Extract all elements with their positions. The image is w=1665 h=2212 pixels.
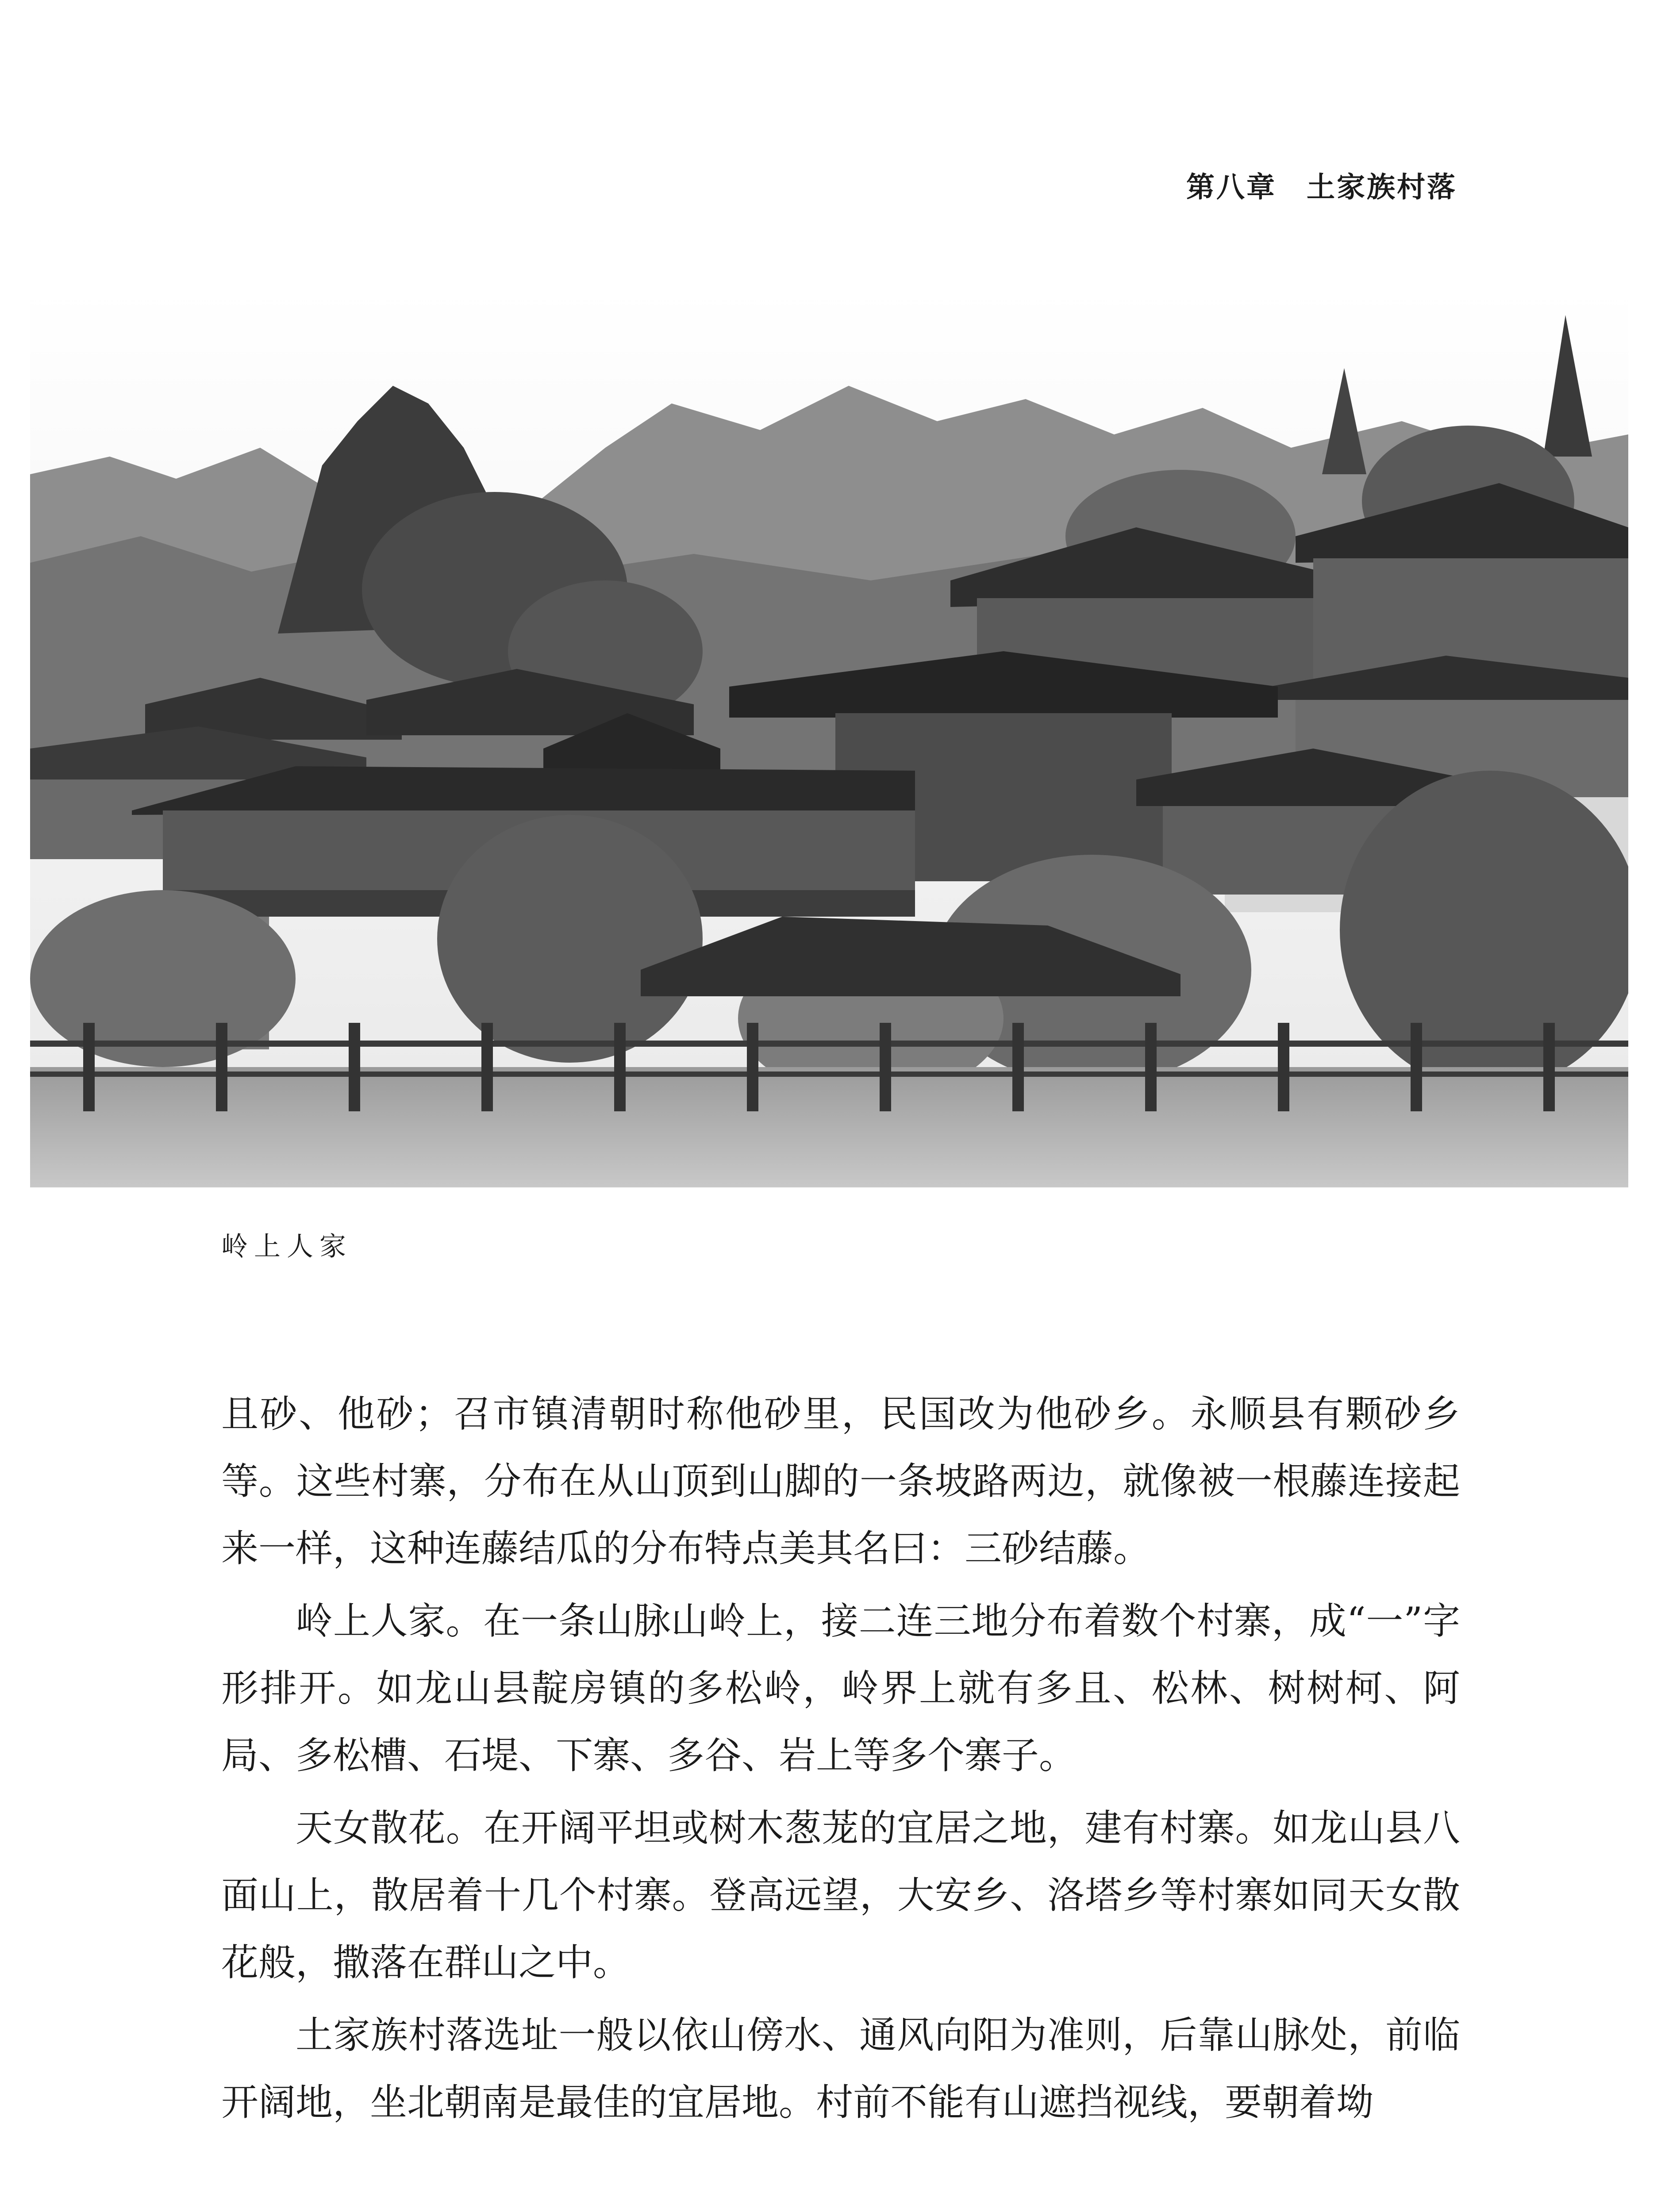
paragraph-ridge-villages: 岭上人家。在一条山脉山岭上，接二连三地分布着数个村寨，成“一”字形排开。如龙山县靛房镇的多松岭，岭界上就有多且、松林、树树柯、阿局、多松槽、石堤、下寨、多谷、岩上等多个寨子。 xyxy=(221,1599,1460,1777)
paragraph-site-selection: 土家族村落选址一般以依山傍水、通风向阳为准则，后靠山脉处，前临开阔地，坐北朝南是最佳的宜居地。村前不能有山遮挡视线，要朝着坳 xyxy=(221,2013,1460,2124)
body-text xyxy=(221,1380,1460,2141)
paragraph-scattered-villages: 天女散花。在开阔平坦或树木葱茏的宜居之地，建有村寨。如龙山县八面山上，散居着十几个村寨。登高远望，大安乡、洛塔乡等村寨如同天女散花般，撒落在群山之中。 xyxy=(221,1806,1460,1984)
village-photo-illustration xyxy=(30,288,1628,1187)
photograph-village-on-ridge xyxy=(30,288,1628,1187)
running-head: 第八章 土家族村落 xyxy=(1186,171,1457,204)
paragraph-continued: 且砂、他砂；召市镇清朝时称他砂里，民国改为他砂乡。永顺县有颗砂乡等。这些村寨，分布在从山顶到山脚的一条坡路两边，就像被一根藤连接起来一样，这种连藤结瓜的分布特点美其名曰：三砂结藤。 xyxy=(221,1392,1460,1570)
figure-caption: 岭上人家 xyxy=(221,1231,352,1262)
